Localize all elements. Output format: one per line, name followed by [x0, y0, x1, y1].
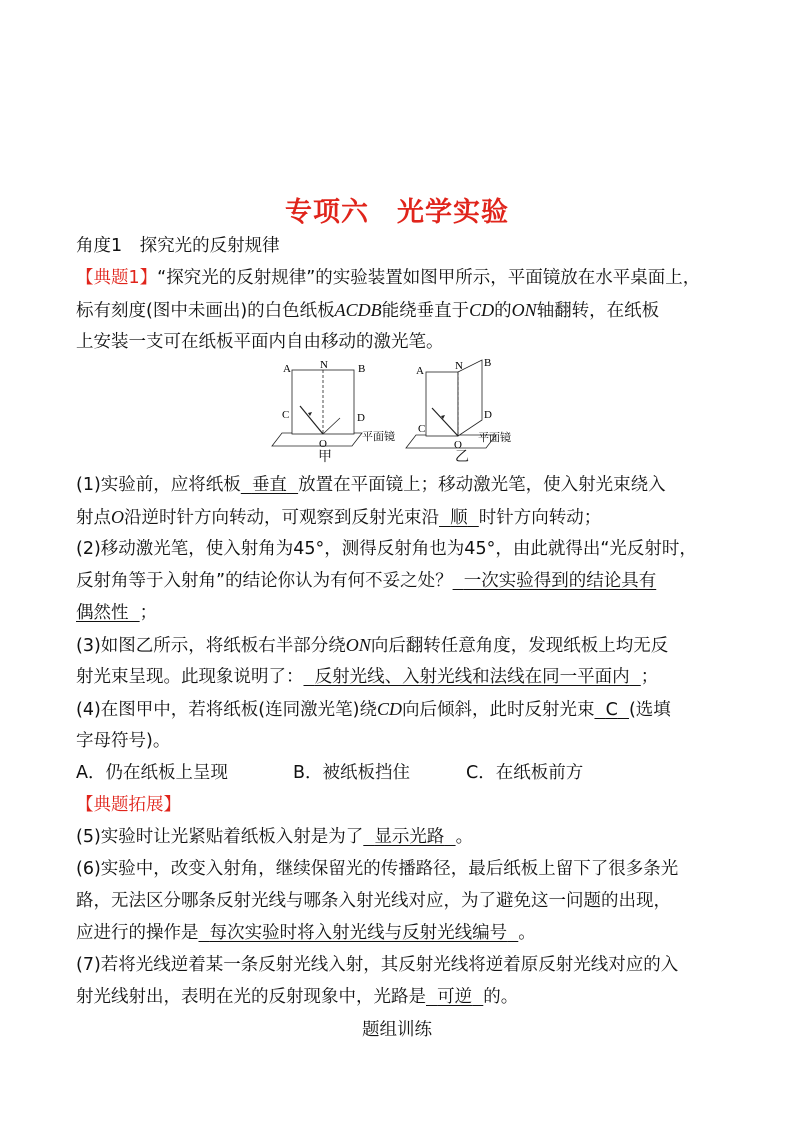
q4-answer: C — [605, 700, 618, 720]
experiment-figure — [270, 358, 530, 468]
yi-label-O: O — [454, 439, 462, 451]
q4-option-b: B．被纸板挡住 — [293, 763, 411, 783]
jia-label-C: C — [282, 409, 290, 421]
page-title — [0, 190, 794, 229]
title-part1: 专项六 — [285, 197, 369, 228]
q3-answer: 反射光线、入射光线和法线在同一平面内 — [314, 667, 630, 687]
yi-label-N: N — [455, 360, 463, 372]
q6-line-2: 路，无法区分哪条反射光线与哪条入射光线对应，为了避免这一问题的出现， — [76, 891, 671, 911]
q3-line-1: (3)如图乙所示，将纸板右半部分绕ON向后翻转任意角度，发现纸板上均无反 — [76, 635, 669, 656]
q4-line-1: (4)在图甲中，若将纸板(连同激光笔)绕CD向后倾斜，此时反射光束 C (选填 — [76, 699, 671, 720]
q7-answer: 可逆 — [437, 987, 473, 1007]
q2-line-1: (2)移动激光笔，使入射角为45°，测得反射角也为45°，由此就得出“光反射时， — [76, 539, 697, 559]
q3-line-2: 射光束呈现。此现象说明了： 反射光线、入射光线和法线在同一平面内 ； — [76, 667, 659, 687]
q4-option-a: A．仍在纸板上呈现 — [76, 763, 228, 783]
jia-label-B: B — [358, 363, 366, 375]
yi-label-C: C — [418, 423, 426, 435]
q7-line-1: (7)若将光线逆着某一条反射光线入射，其反射光线将逆着原反射光线对应的入 — [76, 955, 679, 975]
q6-answer: 每次实验时将入射光线与反射光线编号 — [209, 923, 508, 943]
yi-label-B: B — [484, 358, 492, 369]
q2-line-3: 偶然性 ； — [76, 603, 158, 623]
q1-answer-1: 垂直 — [251, 475, 287, 495]
figure-yi — [406, 358, 511, 451]
jia-label-O: O — [319, 438, 327, 450]
jia-label-D: D — [357, 412, 365, 424]
yi-label-A: A — [416, 365, 424, 377]
q7-line-2: 射光线射出，表明在光的反射现象中，光路是 可逆 的。 — [76, 987, 519, 1007]
caption-jia: 甲 — [318, 449, 332, 465]
q1-answer-2: 顺 — [450, 508, 468, 528]
q4-line-2: 字母符号)。 — [76, 731, 171, 751]
q1-line-1: (1)实验前，应将纸板 垂直 放置在平面镜上；移动激光笔，使入射光束绕入 — [76, 475, 666, 495]
q5-answer: 显示光路 — [374, 827, 445, 847]
jia-label-N: N — [320, 359, 328, 371]
example-line-3: 上安装一支可在纸板平面内自由移动的激光笔。 — [76, 332, 444, 352]
example-line-2: 标有刻度(图中未画出)的白色纸板ACDB能绕垂直于CD的ON轴翻转，在纸板 — [76, 300, 660, 321]
caption-yi: 乙 — [455, 449, 469, 465]
jia-mirror-label: 平面镜 — [362, 430, 395, 443]
q6-line-3: 应进行的操作是 每次实验时将入射光线与反射光线编号 。 — [76, 923, 536, 943]
extension-tag: 【典题拓展】 — [76, 795, 181, 815]
q4-option-c: C．在纸板前方 — [466, 763, 584, 783]
example-tag: 【典题1】 — [76, 268, 158, 288]
title-part2: 光学实验 — [397, 197, 509, 228]
q1-line-2: 射点O沿逆时针方向转动，可观察到反射光束沿 顺 时针方向转动； — [76, 507, 602, 528]
example-line-1: 【典题1】“探究光的反射规律”的实验装置如图甲所示，平面镜放在水平桌面上， — [76, 268, 701, 288]
q2-line-2: 反射角等于入射角”的结论你认为有何不妥之处？ 一次实验得到的结论具有 — [76, 571, 657, 591]
q5-line: (5)实验时让光紧贴着纸板入射是为了 显示光路 。 — [76, 827, 474, 847]
yi-label-D: D — [484, 409, 492, 421]
figure-jia — [272, 359, 395, 450]
yi-mirror-label: 平面镜 — [478, 431, 511, 444]
section-heading: 角度1 探究光的反射规律 — [76, 236, 280, 256]
footer-heading: 题组训练 — [362, 1020, 432, 1040]
q2-answer-2: 偶然性 — [76, 603, 129, 623]
q6-line-1: (6)实验中，改变入射角，继续保留光的传播路径，最后纸板上留下了很多条光 — [76, 859, 679, 879]
jia-label-A: A — [283, 363, 291, 375]
q2-answer-1: 一次实验得到的结论具有 — [463, 571, 657, 591]
